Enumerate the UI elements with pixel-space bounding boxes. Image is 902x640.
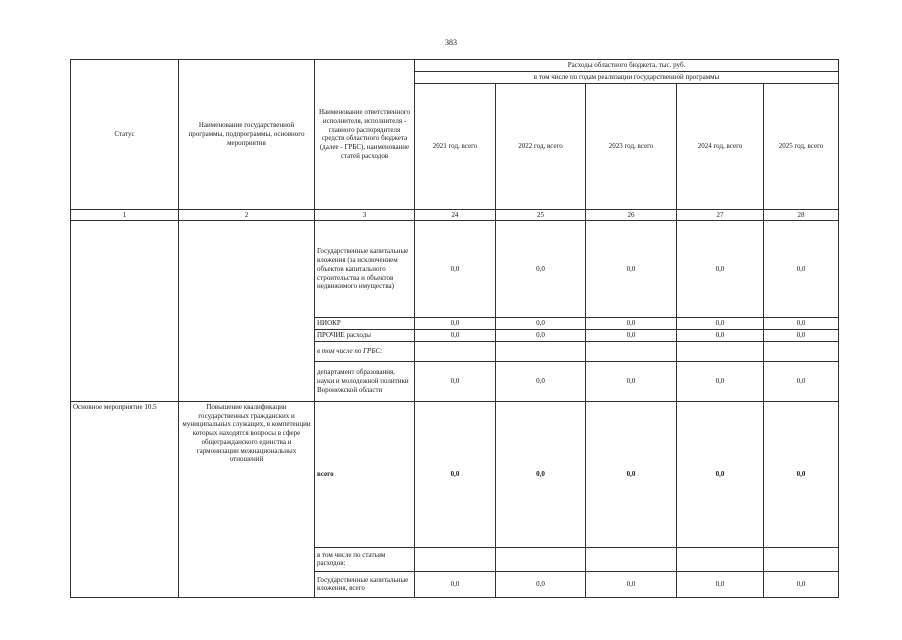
- header-year-2022: 2022 год, всего: [496, 83, 586, 209]
- table-row: [71, 221, 839, 318]
- row-label: в том числе по статьям расходов:: [315, 547, 415, 571]
- column-number: 25: [496, 209, 586, 221]
- value-cell: 0,0: [496, 571, 586, 597]
- column-number: 1: [71, 209, 179, 221]
- value-cell: 0,0: [764, 401, 839, 547]
- value-cell: 0,0: [496, 330, 586, 342]
- column-number: 28: [764, 209, 839, 221]
- row-label: департамент образования, науки и молодежной политики Воронежской области: [315, 361, 415, 401]
- value-cell: 0,0: [677, 330, 764, 342]
- value-cell: 0,0: [677, 401, 764, 547]
- value-cell: [764, 547, 839, 571]
- row-label: ПРОЧИЕ расходы: [315, 330, 415, 342]
- value-cell: 0,0: [764, 571, 839, 597]
- header-year-2021: 2021 год, всего: [415, 83, 496, 209]
- row-label: Государственные капитальные вложения, всего: [315, 571, 415, 597]
- value-cell: 0,0: [586, 318, 677, 330]
- header-executor: Наименование ответственного исполнителя, исполнителя - главного распорядителя средств областного бюджета (далее - ГРБС), наименование статей расходов: [315, 60, 415, 210]
- value-cell: 0,0: [496, 401, 586, 547]
- value-cell: 0,0: [764, 221, 839, 318]
- name-cell-empty: [179, 221, 315, 402]
- value-cell: [677, 547, 764, 571]
- row-label: Государственные капитальные вложения (за исключением объектов капитального строительства и объектов недвижимого имущества): [315, 221, 415, 318]
- value-cell: [496, 547, 586, 571]
- value-cell: 0,0: [677, 318, 764, 330]
- column-number: 26: [586, 209, 677, 221]
- table-row: [71, 401, 839, 547]
- value-cell: 0,0: [496, 318, 586, 330]
- budget-table: [70, 59, 839, 598]
- header-years-group: в том числе по годам реализации государственной программы: [415, 71, 839, 83]
- header-program-name: Наименование государственной программы, подпрограммы, основного мероприятия: [179, 60, 315, 210]
- status-cell-empty: [71, 221, 179, 402]
- value-cell: 0,0: [415, 401, 496, 547]
- value-cell: 0,0: [415, 318, 496, 330]
- row-label: НИОКР: [315, 318, 415, 330]
- value-cell: [415, 341, 496, 361]
- activity-status: Основное мероприятие 10.5: [71, 401, 179, 597]
- value-cell: 0,0: [677, 221, 764, 318]
- row-label: всего: [315, 401, 415, 547]
- header-year-2025: 2025 год, всего: [764, 83, 839, 209]
- page-number: 383: [445, 38, 457, 47]
- value-cell: 0,0: [764, 318, 839, 330]
- value-cell: [496, 341, 586, 361]
- value-cell: 0,0: [415, 330, 496, 342]
- value-cell: 0,0: [415, 361, 496, 401]
- value-cell: [586, 547, 677, 571]
- value-cell: 0,0: [677, 571, 764, 597]
- value-cell: 0,0: [496, 221, 586, 318]
- column-number: 3: [315, 209, 415, 221]
- header-year-2024: 2024 год, всего: [677, 83, 764, 209]
- header-year-2023: 2023 год, всего: [586, 83, 677, 209]
- value-cell: 0,0: [586, 330, 677, 342]
- value-cell: [764, 341, 839, 361]
- value-cell: 0,0: [586, 401, 677, 547]
- value-cell: 0,0: [677, 361, 764, 401]
- value-cell: 0,0: [586, 571, 677, 597]
- value-cell: 0,0: [415, 571, 496, 597]
- row-label: в том числе по ГРБС:: [315, 341, 415, 361]
- value-cell: 0,0: [586, 221, 677, 318]
- activity-name: Повышение квалификации государственных гражданских и муниципальных служащих, в компетенции которых находятся вопросы в сфере общегражданского единства и гармонизации межнациональных отношений: [179, 401, 315, 597]
- header-status: Статус: [71, 60, 179, 210]
- value-cell: 0,0: [764, 330, 839, 342]
- value-cell: [677, 341, 764, 361]
- value-cell: [586, 341, 677, 361]
- column-number: 24: [415, 209, 496, 221]
- value-cell: 0,0: [586, 361, 677, 401]
- value-cell: 0,0: [764, 361, 839, 401]
- column-number: 27: [677, 209, 764, 221]
- value-cell: 0,0: [415, 221, 496, 318]
- value-cell: [415, 547, 496, 571]
- header-budget-group: Расходы областного бюджета, тыс. руб.: [415, 60, 839, 72]
- column-number: 2: [179, 209, 315, 221]
- value-cell: 0,0: [496, 361, 586, 401]
